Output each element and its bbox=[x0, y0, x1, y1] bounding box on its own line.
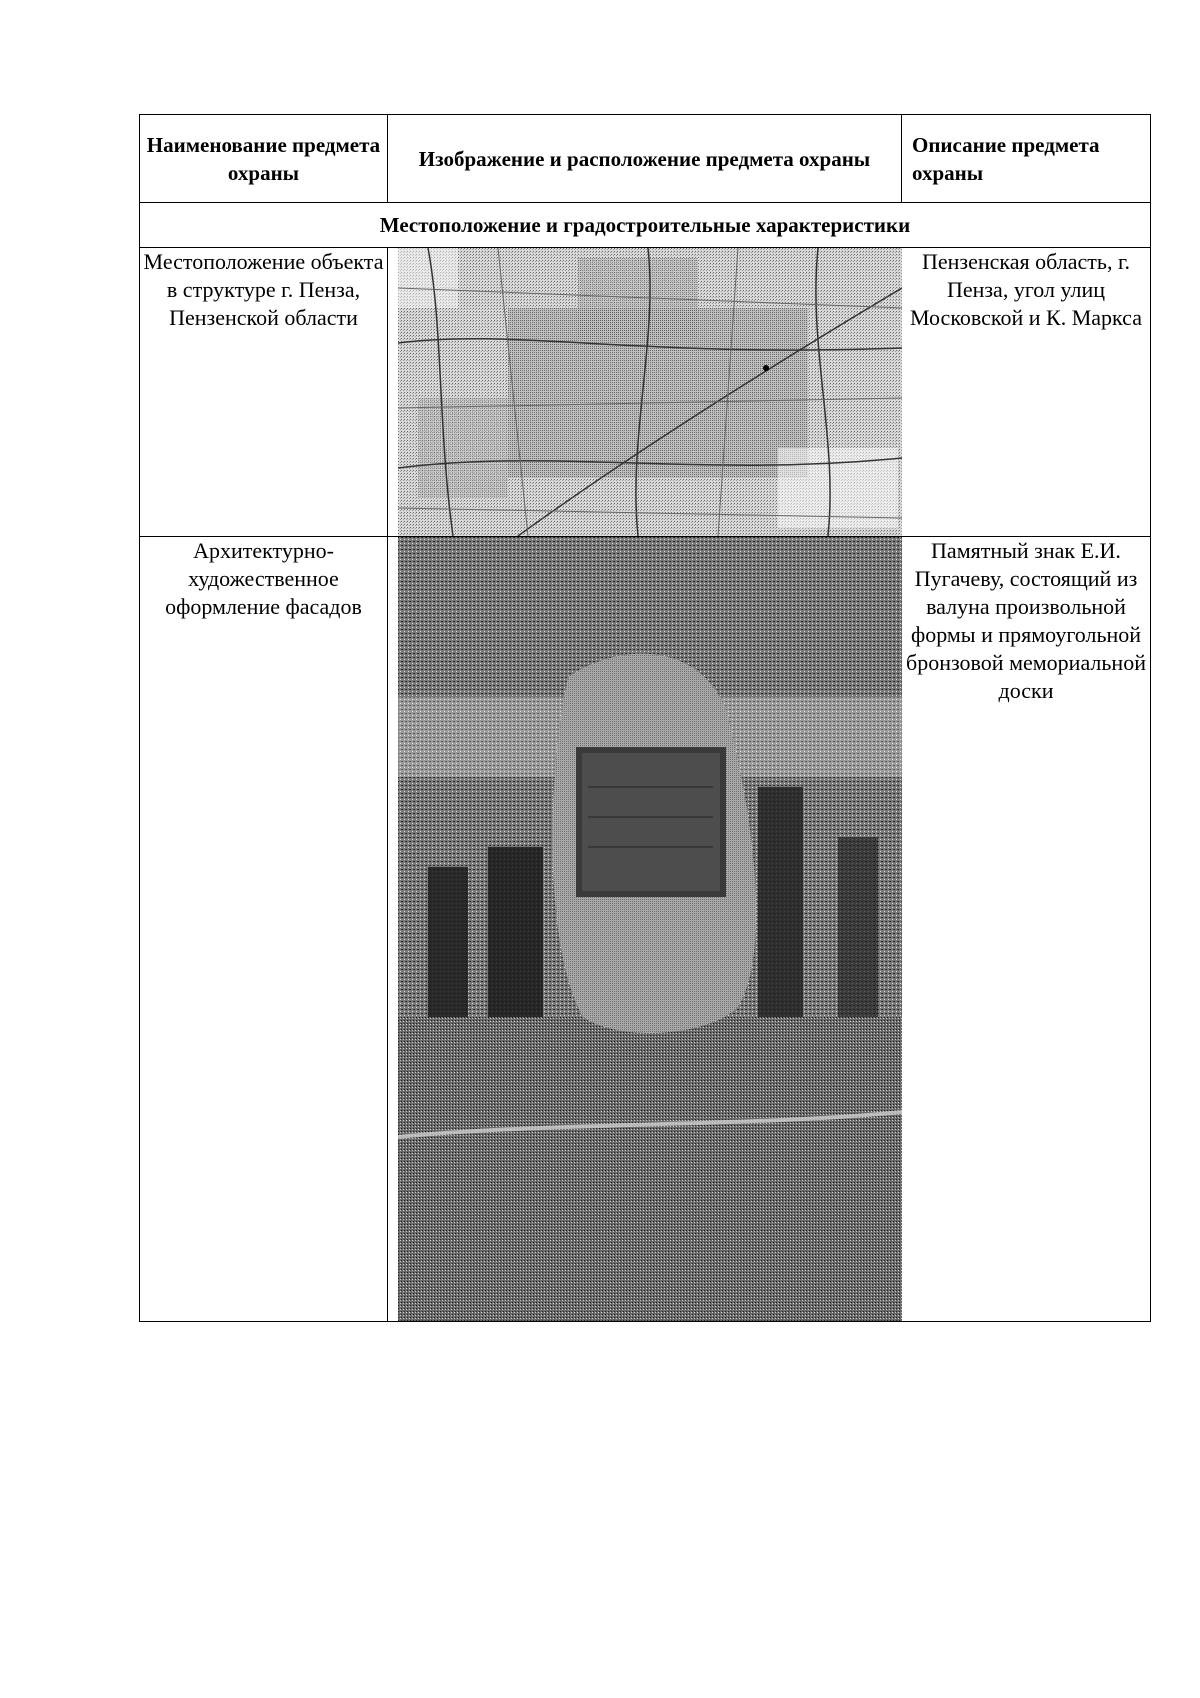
city-map-image bbox=[398, 248, 902, 536]
table-header-row bbox=[140, 115, 1151, 203]
table-row bbox=[140, 248, 1151, 537]
row-image-cell bbox=[388, 537, 902, 1322]
header-name: Наименование предмета охраны bbox=[140, 115, 388, 203]
row-name: Архитектурно-художественное оформление фасадов bbox=[140, 537, 388, 1322]
header-description: Описание предмета охраны bbox=[902, 115, 1151, 203]
header-image: Изображение и расположение предмета охраны bbox=[388, 115, 902, 203]
section-row bbox=[140, 203, 1151, 248]
row-image-cell bbox=[388, 248, 902, 537]
row-description: Памятный знак Е.И. Пугачеву, состоящий из валуна произвольной формы и прямоугольной бронзовой мемориальной доски bbox=[902, 537, 1151, 1322]
row-name: Местоположение объекта в структуре г. Пенза, Пензенской области bbox=[140, 248, 388, 537]
protection-table bbox=[139, 114, 1151, 1322]
section-title: Местоположение и градостроительные характеристики bbox=[140, 203, 1151, 248]
row-description: Пензенская область, г. Пенза, угол улиц Московской и К. Маркса bbox=[902, 248, 1151, 537]
memorial-photo-image bbox=[398, 537, 902, 1321]
table-row bbox=[140, 537, 1151, 1322]
